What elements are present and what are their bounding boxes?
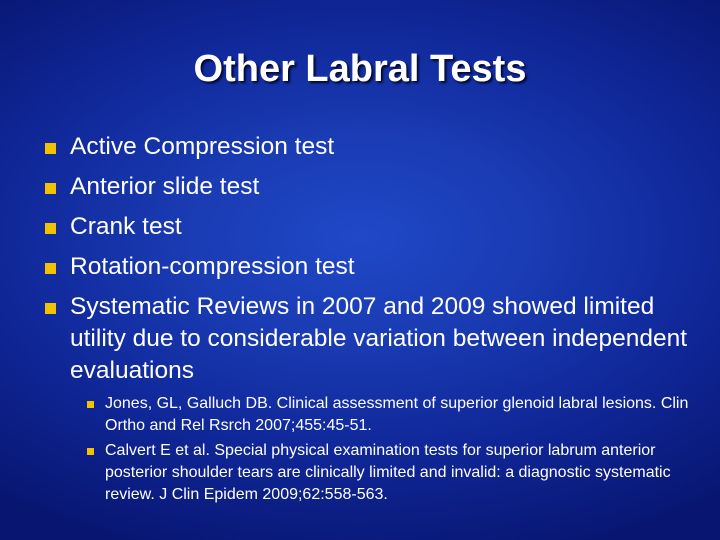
- square-bullet-icon: [45, 263, 56, 274]
- square-bullet-icon: [45, 143, 56, 154]
- small-square-bullet-icon: [87, 401, 94, 408]
- bullet-text: Anterior slide test: [70, 173, 260, 200]
- bullet-item: [44, 211, 694, 243]
- sub-bullet-item: [87, 440, 694, 506]
- sub-bullet-list: [70, 393, 694, 506]
- sub-bullet-text: Jones, GL, Galluch DB. Clinical assessment of superior glenoid labral lesions. Clin Ortho and Rel Rsrch 2007;455:45-51.: [105, 395, 689, 434]
- bullet-item: [44, 251, 694, 283]
- sub-bullet-text: Calvert E et al. Special physical examination tests for superior labrum anterior posterior shoulder tears are clinically limited and invalid: a diagnostic systematic review. J Clin Epidem 2009;62:558-563.: [105, 442, 671, 503]
- bullet-list: [44, 131, 694, 514]
- bullet-text: Rotation-compression test: [70, 253, 355, 280]
- square-bullet-icon: [45, 223, 56, 234]
- sub-bullet-item: [87, 393, 694, 437]
- bullet-item: [44, 171, 694, 203]
- square-bullet-icon: [45, 303, 56, 314]
- slide-title: Other Labral Tests: [193, 48, 527, 90]
- bullet-text: Active Compression test: [70, 133, 335, 160]
- bullet-text: Crank test: [70, 213, 182, 240]
- square-bullet-icon: [45, 183, 56, 194]
- bullet-text: Systematic Reviews in 2007 and 2009 showed limited utility due to considerable variation between independent evaluations: [70, 293, 688, 384]
- small-square-bullet-icon: [87, 448, 94, 455]
- bullet-item: [44, 131, 694, 163]
- bullet-item: [44, 291, 694, 506]
